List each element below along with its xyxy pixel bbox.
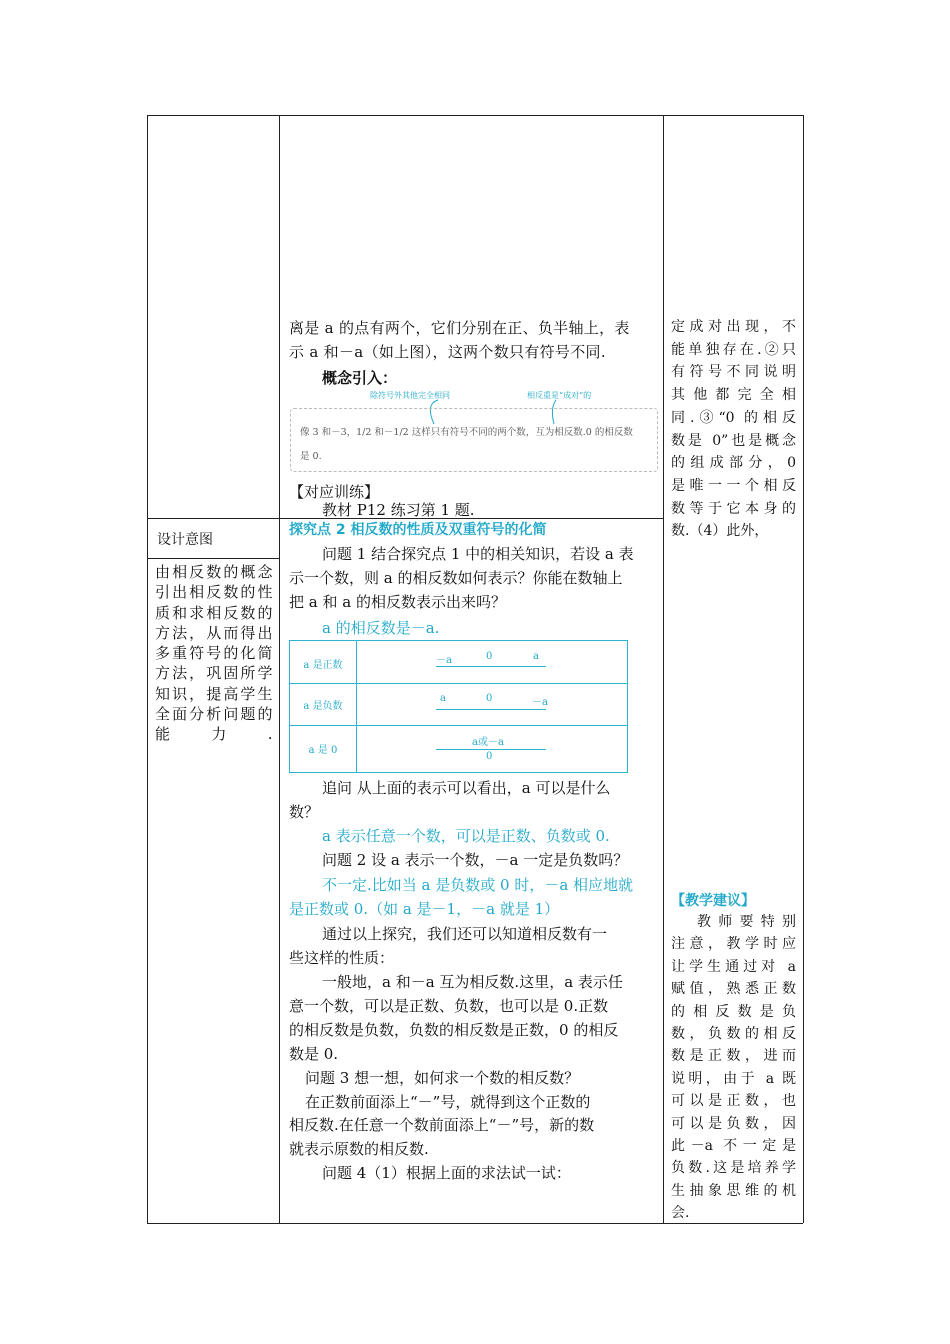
q1-line-2: 示一个数，则 a 的相反数如何表示？你能在数轴上 — [289, 569, 623, 587]
row-label-positive: a 是正数 — [303, 660, 343, 671]
side-note-line: 有符号不同说明 — [671, 364, 796, 381]
side-note-line: 数.（4）此外， — [671, 523, 769, 540]
p1-line-2: 些这样的性质： — [289, 949, 395, 967]
a2-line-2: 是正数或 0.（如 a 是－1，－a 就是 1） — [289, 900, 560, 918]
side-note-line: 注意，教学时应 — [671, 936, 796, 953]
axis-row3 — [436, 749, 546, 750]
table-row — [290, 683, 627, 684]
side-note-line: 让学生通过对 a — [671, 958, 796, 975]
table-left-border — [147, 115, 148, 1223]
section-title: 探究点 2 相反数的性质及双重符号的化简 — [289, 522, 547, 538]
p2-line-1: 一般地，a 和－a 互为相反数.这里，a 表示任 — [322, 973, 623, 991]
side-note-line: 可以是负数，因 — [671, 1115, 796, 1132]
training-text: 教材 P12 练习第 1 题. — [322, 501, 475, 519]
label-row3-top: a或－a — [472, 737, 504, 748]
label-row2-left: a — [440, 693, 446, 704]
a1: a 的相反数是－a. — [322, 619, 440, 637]
annotation-same: 除符号外其他完全相同 — [370, 391, 450, 400]
training-title: 【对应训练】 — [289, 483, 380, 501]
p3-line-3: 就表示原数的相反数. — [289, 1140, 429, 1158]
top-line-1: 离是 a 的点有两个，它们分别在正、负半轴上，表 — [289, 319, 630, 337]
concept-box-text: 像 3 和－3，1/2 和－1/2 这样只有符号不同的两个数，互为相反数.0 的相反数 — [300, 427, 633, 438]
side-note-line: 负数.这是培养学 — [671, 1160, 796, 1177]
side-note-line: 说明，由于 a 既 — [671, 1070, 796, 1087]
side-note-line: 定成对出现，不 — [671, 319, 796, 335]
p3-line-2: 相反数.在任意一个数前面添上“－”号，新的数 — [289, 1116, 595, 1134]
follow-line-1: 追问 从上面的表示可以看出，a 可以是什么 — [322, 779, 611, 797]
side-note-line: 是唯一一个相反 — [671, 477, 796, 494]
q1-line-1: 问题 1 结合探究点 1 中的相关知识，若设 a 表 — [322, 545, 634, 563]
row-label-negative: a 是负数 — [303, 701, 343, 712]
follow-answer: a 表示任意一个数，可以是正数、负数或 0. — [322, 827, 610, 845]
label-row1-mid: 0 — [486, 651, 493, 662]
p2-line-2: 意一个数，可以是正数、负数，也可以是 0.正数 — [289, 997, 609, 1015]
design-intent-header: 设计意图 — [157, 532, 213, 548]
side-note-line: 的相反数是负 — [671, 1003, 796, 1020]
side-note-line: 数，负数的相反 — [671, 1026, 796, 1042]
q2: 问题 2 设 a 表示一个数，－a 一定是负数吗？ — [322, 851, 629, 869]
label-row2-mid: 0 — [486, 693, 493, 704]
q4: 问题 4（1）根据上面的求法试一试： — [322, 1164, 571, 1182]
annotation-pair: 相反重是“成对”的 — [527, 391, 592, 400]
side-note-line: 的组成部分，0 — [671, 455, 796, 472]
q1-line-3: 把 a 和 a 的相反数表示出来吗？ — [289, 593, 506, 611]
follow-line-2: 数？ — [289, 803, 320, 821]
concept-box-text-2: 是 0. — [300, 451, 322, 462]
side-note-line: 生抽象思维的机 — [671, 1182, 796, 1199]
label-row1-right: a — [533, 651, 539, 662]
top-line-2: 示 a 和－a（如上图），这两个数只有符号不同. — [289, 343, 606, 361]
design-intent-content: 由相反数的概念引出相反数的性质和求相反数的方法，从而得出多重符号的化简方法，巩固所学知识，提高学生全面分析问题的能力. — [155, 563, 273, 744]
p2-line-3: 的相反数是负数，负数的相反数是正数，0 的相反 — [289, 1021, 619, 1039]
row-label-zero: a 是 0 — [308, 745, 338, 756]
side-note-line: 此－a 不一定是 — [671, 1138, 796, 1154]
axis-row1 — [436, 666, 546, 667]
side-note-line: 数是 0”也是概念 — [671, 432, 796, 449]
p3-line-1: 在正数前面添上“－”号，就得到这个正数的 — [305, 1093, 591, 1111]
side-note-line: 数等于它本身的 — [671, 500, 796, 517]
axis-row2 — [436, 709, 546, 710]
col-divider-1 — [279, 115, 280, 1223]
concept-title: 概念引入： — [322, 369, 398, 387]
label-row2-right: －a — [532, 697, 548, 708]
side-note-line: 数是正数，进而 — [671, 1048, 796, 1065]
label-row3-mid: 0 — [486, 751, 493, 762]
p1-line-1: 通过以上探究，我们还可以知道相反数有一 — [322, 925, 608, 943]
table-right-border — [803, 115, 804, 1223]
side-note-line: 其他都完全相 — [671, 387, 796, 404]
a2-line-1: 不一定.比如当 a 是负数或 0 时，－a 相应地就 — [322, 876, 634, 894]
suggestion-title: 【教学建议】 — [671, 893, 755, 909]
side-note-line: 能单独存在.②只 — [671, 341, 796, 358]
side-note-line: 教师要特别 — [697, 914, 796, 930]
left-header-divider — [147, 558, 279, 559]
p2-line-4: 数是 0. — [289, 1045, 339, 1063]
q3: 问题 3 想一想，如何求一个数的相反数？ — [305, 1069, 580, 1087]
side-note-line: 可以是正数，也 — [671, 1093, 796, 1110]
table-row — [290, 725, 627, 726]
number-line-table — [289, 640, 628, 773]
table-col-divider — [356, 641, 357, 772]
side-note-line: 会. — [671, 1205, 690, 1222]
label-row1-left: －a — [436, 655, 452, 666]
side-note-line: 赋值，熟悉正数 — [671, 981, 796, 998]
table-top-border — [147, 115, 803, 116]
col-divider-2 — [663, 115, 664, 1223]
side-note-line: 同.③“0 的相反 — [671, 409, 796, 426]
